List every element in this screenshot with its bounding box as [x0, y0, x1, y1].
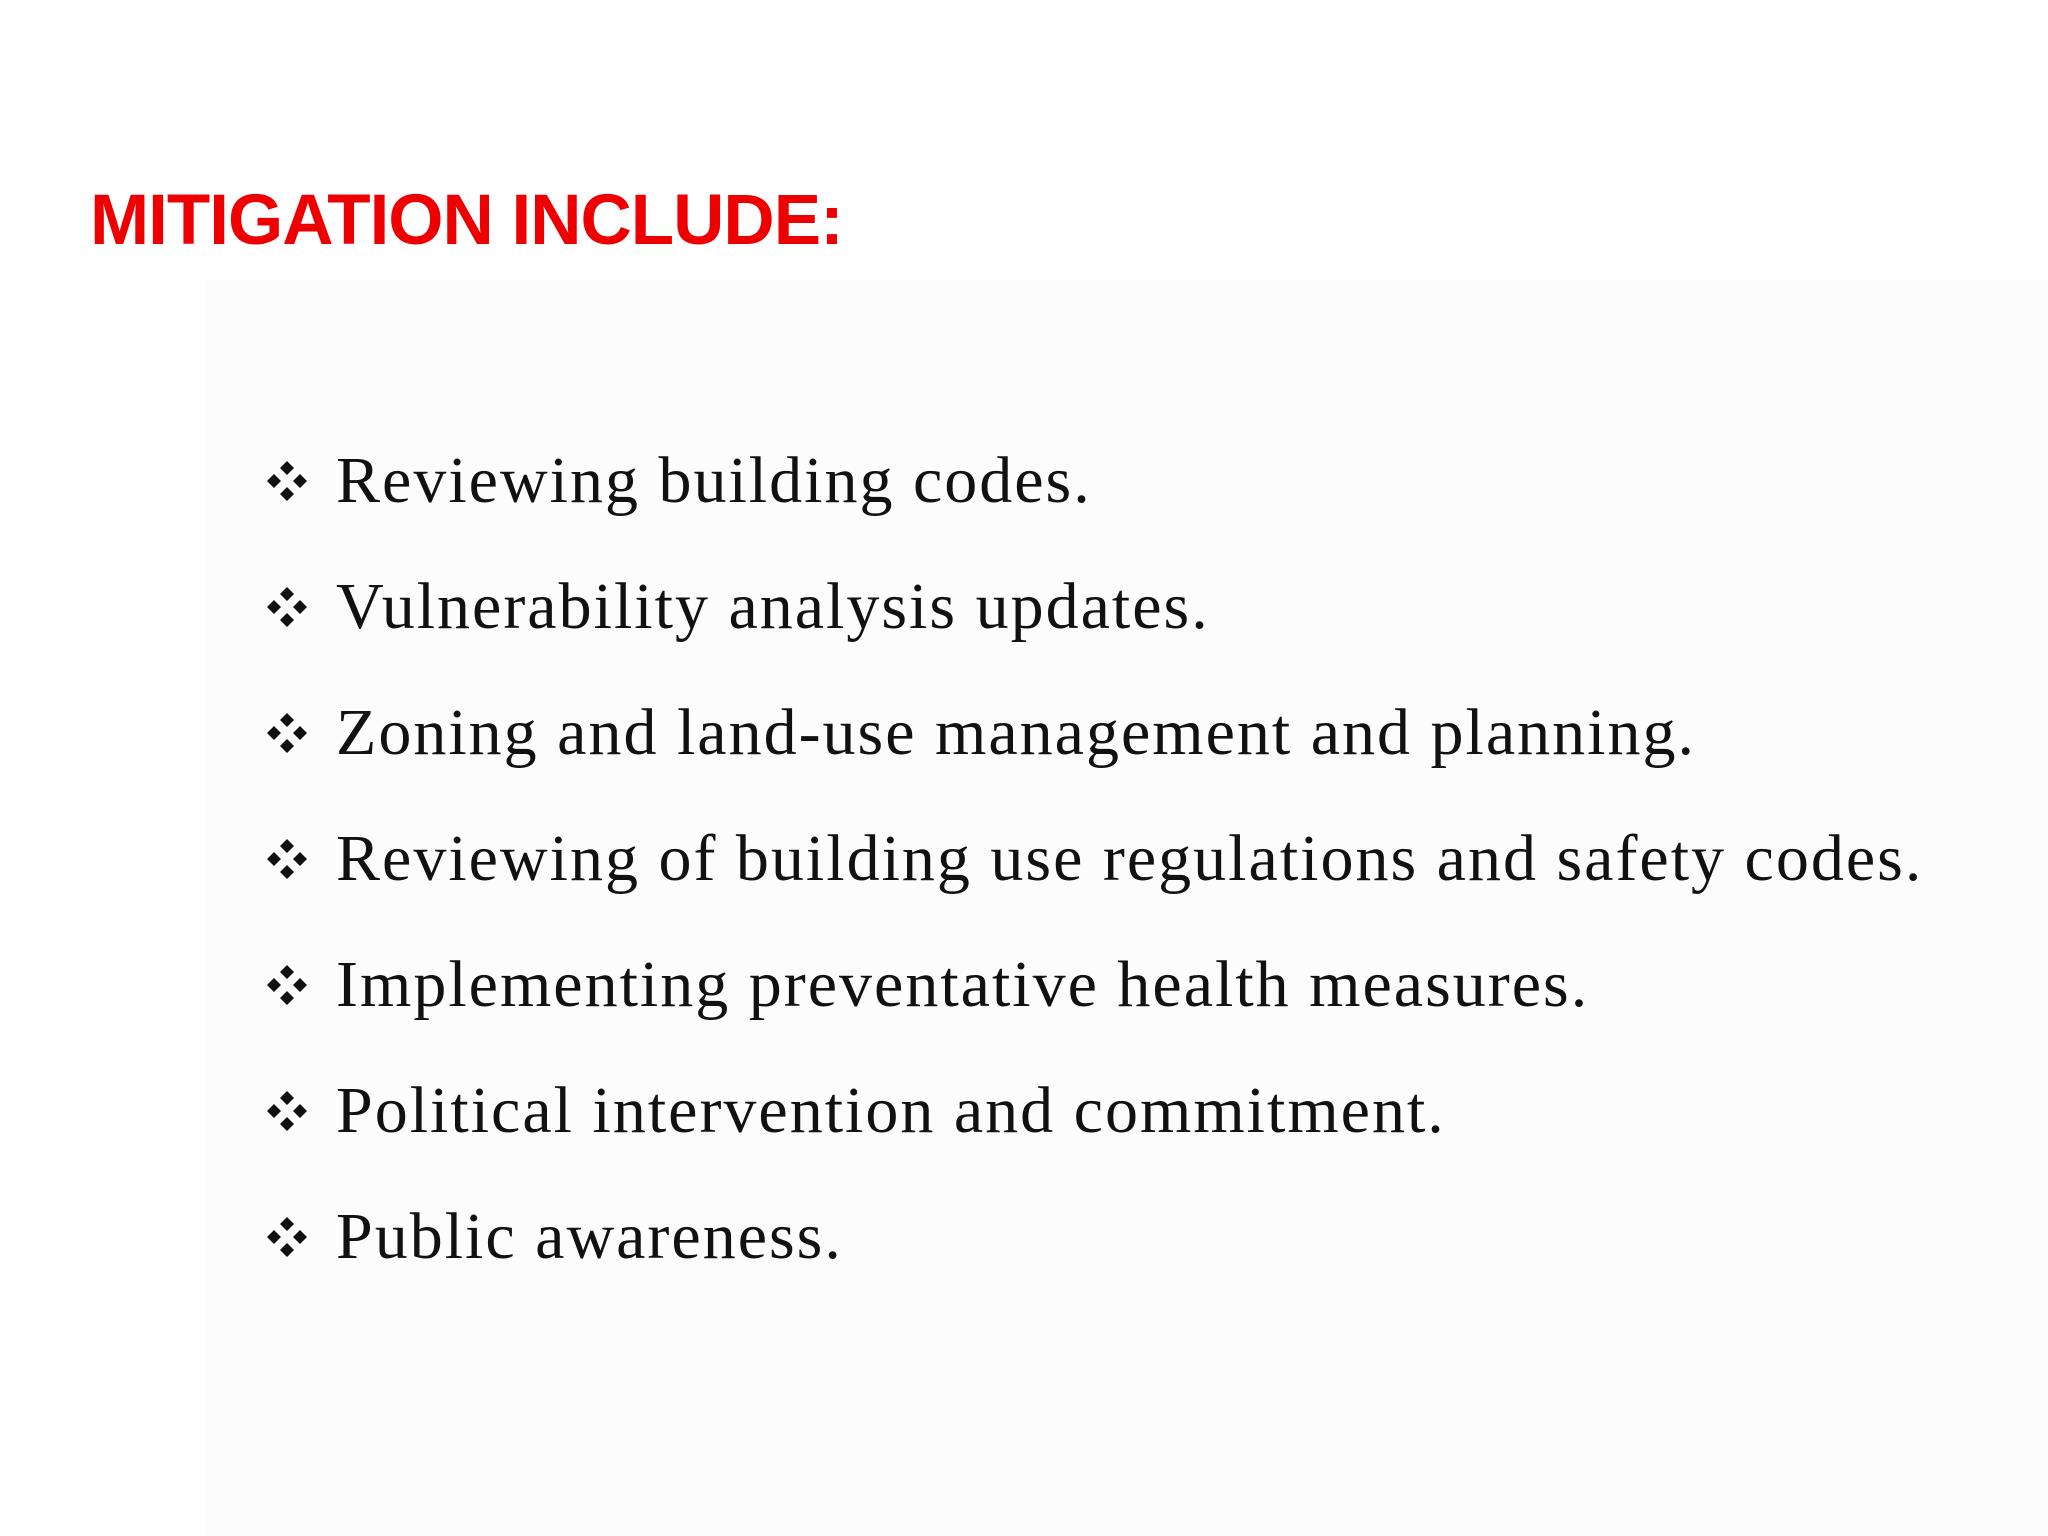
list-item-text: Public awareness. — [336, 1200, 843, 1273]
list-item — [262, 922, 1923, 1048]
list-item — [262, 544, 1923, 670]
four-diamond-icon — [262, 456, 312, 506]
list-item — [262, 670, 1923, 796]
slide-title: MITIGATION INCLUDE: — [90, 181, 843, 260]
four-diamond-icon — [262, 1086, 312, 1136]
four-diamond-icon — [262, 708, 312, 758]
four-diamond-icon — [262, 582, 312, 632]
list-item — [262, 1048, 1923, 1174]
four-diamond-icon — [262, 834, 312, 884]
four-diamond-icon — [262, 960, 312, 1010]
list-item-text: Zoning and land-use management and planning. — [336, 696, 1696, 769]
list-item — [262, 418, 1923, 544]
four-diamond-icon — [262, 1212, 312, 1262]
mitigation-list — [262, 418, 1923, 1300]
list-item-text: Reviewing of building use regulations and safety codes. — [336, 822, 1924, 895]
list-item — [262, 1174, 1923, 1300]
list-item-text: Implementing preventative health measures. — [336, 948, 1590, 1021]
list-item-text: Reviewing building codes. — [336, 444, 1092, 517]
list-item-text: Political intervention and commitment. — [336, 1074, 1446, 1147]
list-item — [262, 796, 1923, 922]
list-item-text: Vulnerability analysis updates. — [336, 570, 1210, 643]
